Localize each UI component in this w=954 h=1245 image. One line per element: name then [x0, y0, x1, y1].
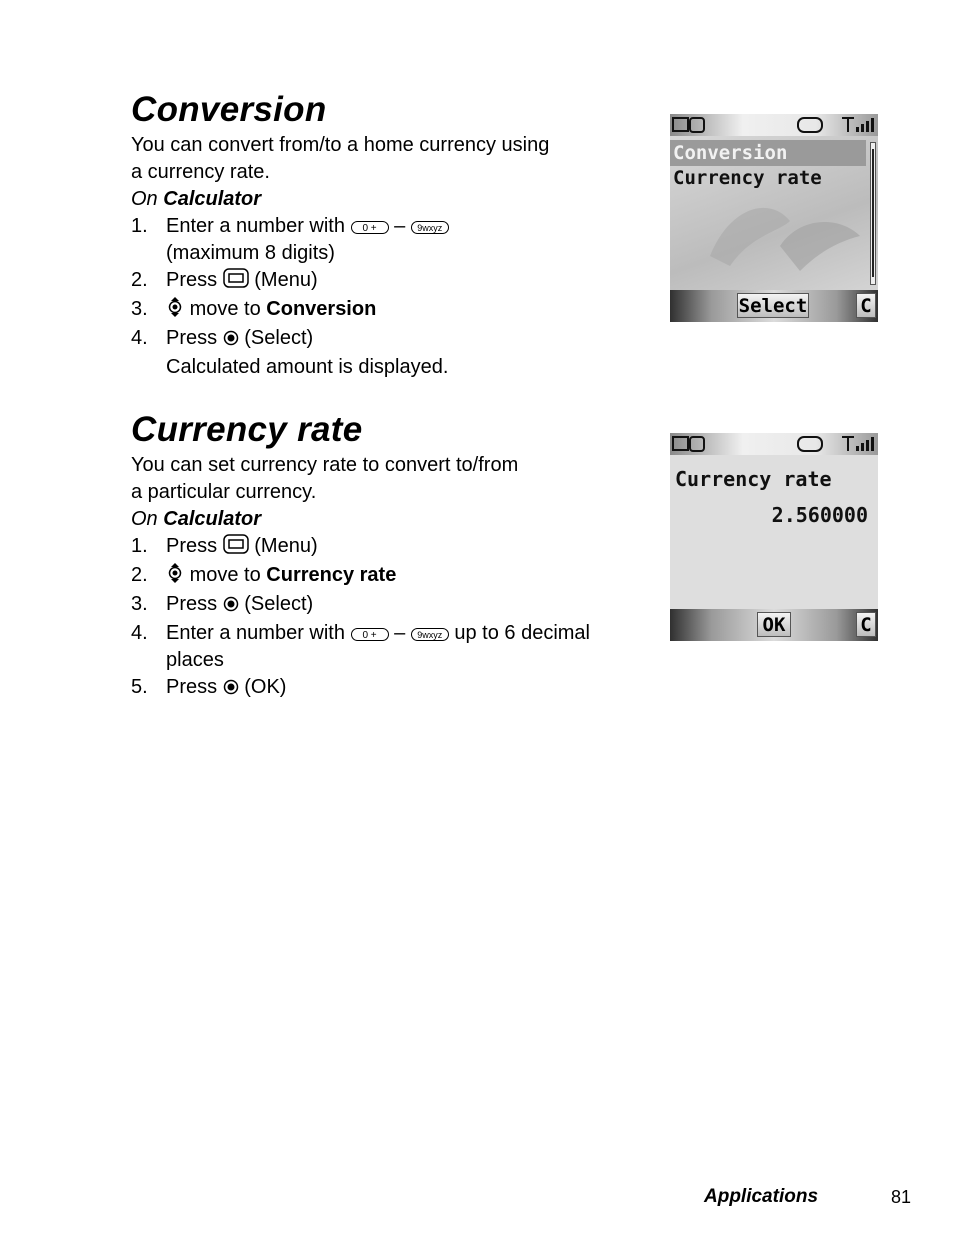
menu-item-conversion[interactable]: Conversion — [670, 140, 866, 166]
select-key-icon — [223, 676, 239, 703]
section-currency-rate — [131, 408, 651, 703]
intro-line: You can set currency rate to convert to/from — [131, 454, 519, 476]
intro-line: a currency rate. — [131, 161, 270, 183]
footer-chapter-title: Applications — [704, 1186, 819, 1207]
currency-rate-label: Currency rate — [675, 467, 832, 491]
step: 4. Enter a number with 0 + – 9wxyz up to 6 decimal places — [131, 622, 590, 671]
context-line — [131, 506, 651, 533]
section-title: Conversion — [131, 90, 327, 129]
intro-line: You can convert from/to a home currency using — [131, 134, 550, 156]
step: 5. Press (OK) — [131, 674, 651, 703]
menu-key-icon — [223, 268, 249, 296]
step: 1. Press (Menu) — [131, 533, 651, 562]
phone-screenshot-conversion — [670, 114, 878, 322]
context-line — [131, 186, 651, 213]
steps-list — [131, 533, 651, 703]
context-on: On — [131, 508, 158, 530]
context-app: Calculator — [163, 188, 262, 210]
key-0-icon: 0 + — [351, 628, 389, 641]
key-9-icon: 9wxyz — [411, 628, 449, 641]
select-key-icon — [223, 593, 239, 620]
steps-list — [131, 213, 651, 381]
section-conversion — [131, 88, 651, 381]
phone-scrollbar[interactable] — [870, 142, 876, 285]
phone-softkey-bar — [670, 609, 878, 641]
intro-line: a particular currency. — [131, 481, 317, 503]
context-app: Calculator — [163, 508, 262, 530]
select-softkey[interactable]: Select — [738, 295, 808, 317]
navigation-key-icon — [166, 563, 184, 591]
clear-softkey[interactable]: C — [856, 293, 876, 318]
step: 3. Press (Select) — [131, 591, 651, 620]
step: 3. move to Conversion — [131, 296, 651, 325]
step: 2. Press (Menu) — [131, 267, 651, 296]
step: 1. Enter a number with 0 + – 9wxyz (maximum 8 digits) — [131, 213, 651, 267]
phone-screenshot-currency-rate — [670, 433, 878, 641]
step: 2. move to Currency rate — [131, 562, 651, 591]
step: 4. Press (Select) Calculated amount is displayed. — [131, 327, 449, 378]
section-title: Currency rate — [131, 410, 363, 449]
phone-status-bar — [670, 114, 878, 136]
navigation-key-icon — [166, 297, 184, 325]
menu-item-currency-rate[interactable]: Currency rate — [673, 167, 822, 189]
clear-softkey[interactable]: C — [856, 612, 876, 637]
phone-status-bar — [670, 433, 878, 455]
context-on: On — [131, 188, 158, 210]
select-key-icon — [223, 327, 239, 354]
ok-softkey[interactable]: OK — [757, 612, 791, 637]
menu-key-icon — [223, 534, 249, 562]
page-number: 81 — [891, 1187, 912, 1207]
currency-rate-value[interactable]: 2.560000 — [771, 503, 868, 527]
key-9-icon: 9wxyz — [411, 221, 449, 234]
phone-softkey-bar — [670, 290, 878, 322]
key-0-icon: 0 + — [351, 221, 389, 234]
